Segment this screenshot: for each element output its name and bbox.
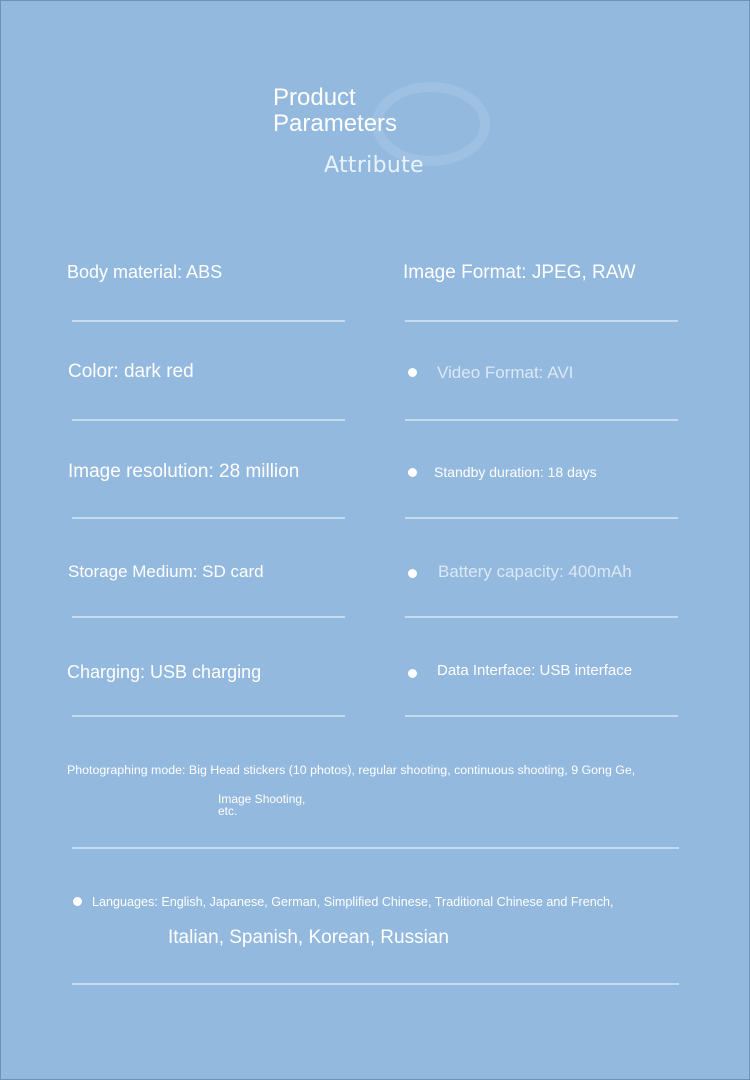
bullet-dot: [408, 468, 417, 477]
page-title: [273, 85, 397, 137]
divider: [72, 983, 679, 985]
param-image-resolution: Image resolution: 28 million: [68, 461, 300, 482]
divider: [72, 847, 679, 849]
param-body-material: Body material: ABS: [67, 262, 223, 282]
bullet-dot: [408, 669, 417, 678]
param-standby-duration: Standby duration: 18 days: [434, 464, 597, 480]
languages-line-2: Italian, Spanish, Korean, Russian: [168, 927, 449, 948]
divider: [405, 715, 678, 717]
photo-mode-line-2: Image Shooting,: [218, 792, 306, 806]
divider: [72, 616, 345, 618]
divider: [72, 715, 345, 717]
param-image-format: Image Format: JPEG, RAW: [403, 262, 636, 283]
param-video-format: Video Format: AVI: [437, 363, 574, 382]
param-color: Color: dark red: [68, 361, 194, 382]
divider: [72, 419, 345, 421]
param-battery-capacity: Battery capacity: 400mAh: [438, 562, 632, 581]
title-line-1: Product: [273, 84, 356, 111]
param-storage-medium: Storage Medium: SD card: [68, 562, 264, 581]
bullet-dot: [408, 569, 417, 578]
languages-line-1: Languages: English, Japanese, German, Simplified Chinese, Traditional Chinese and French,: [92, 895, 614, 909]
divider: [72, 517, 345, 519]
divider: [72, 320, 345, 322]
param-charging: Charging: USB charging: [67, 662, 262, 682]
divider: [405, 517, 678, 519]
title-line-2: Parameters: [273, 110, 398, 137]
param-data-interface: Data Interface: USB interface: [437, 662, 633, 679]
photo-mode-line-3: etc.: [218, 804, 238, 818]
divider: [405, 320, 678, 322]
bullet-dot: [408, 368, 417, 377]
divider: [405, 419, 678, 421]
divider: [405, 616, 678, 618]
bullet-dot: [73, 897, 82, 906]
photo-mode-line-1: Photographing mode: Big Head stickers (10 photos), regular shooting, continuous shooting, 9 Gong Ge,: [67, 763, 636, 777]
page-subtitle: Attribute: [324, 153, 424, 178]
